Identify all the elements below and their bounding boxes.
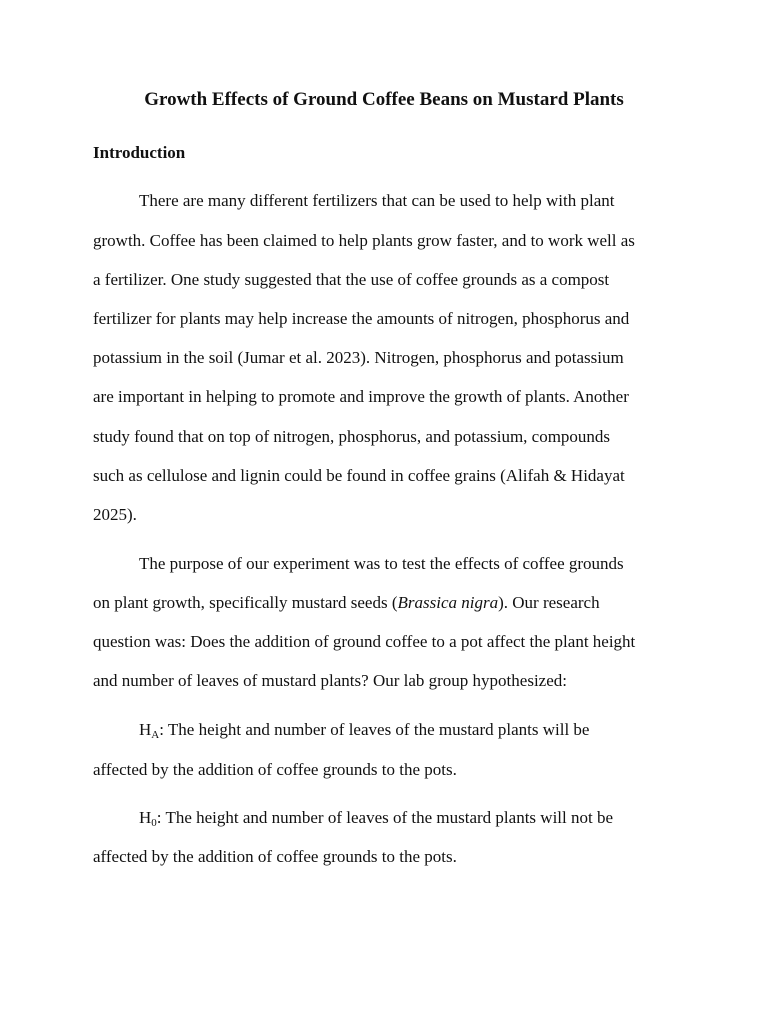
hypothesis-text: : The height and number of leaves of the mustard plants will not be [156,808,614,827]
hypothesis-null-line2: affected by the addition of coffee grounds to the pots. [93,847,457,866]
paragraph2-line: The purpose of our experiment was to test the effects of coffee grounds [139,554,624,573]
hypothesis-text: : The height and number of leaves of the mustard plants will be [159,720,590,739]
hypothesis-subscript: A [151,729,160,741]
hypothesis-subscript: 0 [151,817,157,829]
paragraph1-line: There are many different fertilizers that can be used to help with plant [139,191,615,210]
paragraph2-line [93,592,600,614]
hypothesis-null [139,807,613,829]
paragraph2-text: ). Our research [498,593,600,612]
paragraph2-line: question was: Does the addition of ground coffee to a pot affect the plant height [93,632,636,651]
hypothesis-alternative-line2: affected by the addition of coffee grounds to the pots. [93,760,457,779]
hypothesis-alternative [139,719,589,741]
paragraph1-line: study found that on top of nitrogen, phosphorus, and potassium, compounds [93,427,611,446]
paragraph1-line: a fertilizer. One study suggested that the use of coffee grounds as a compost [93,270,610,289]
paragraph1-line: such as cellulose and lignin could be found in coffee grains (Alifah & Hidayat [93,466,625,485]
paragraph1-line: potassium in the soil (Jumar et al. 2023). Nitrogen, phosphorus and potassium [93,348,624,367]
paragraph1-line: are important in helping to promote and improve the growth of plants. Another [93,387,629,406]
paragraph1-line: 2025). [93,505,137,524]
paragraph2-line: and number of leaves of mustard plants? Our lab group hypothesized: [93,671,567,690]
species-name: Brassica nigra [397,593,499,612]
paragraph2-text: on plant growth, specifically mustard seeds ( [93,593,398,612]
document-title: Growth Effects of Ground Coffee Beans on Mustard Plants [144,89,624,110]
paragraph1-line: fertilizer for plants may help increase the amounts of nitrogen, phosphorus and [93,309,630,328]
section-heading-introduction: Introduction [93,143,186,162]
hypothesis-symbol: H [139,808,152,827]
hypothesis-symbol: H [139,720,152,739]
paragraph1-line: growth. Coffee has been claimed to help plants grow faster, and to work well as [93,231,635,250]
